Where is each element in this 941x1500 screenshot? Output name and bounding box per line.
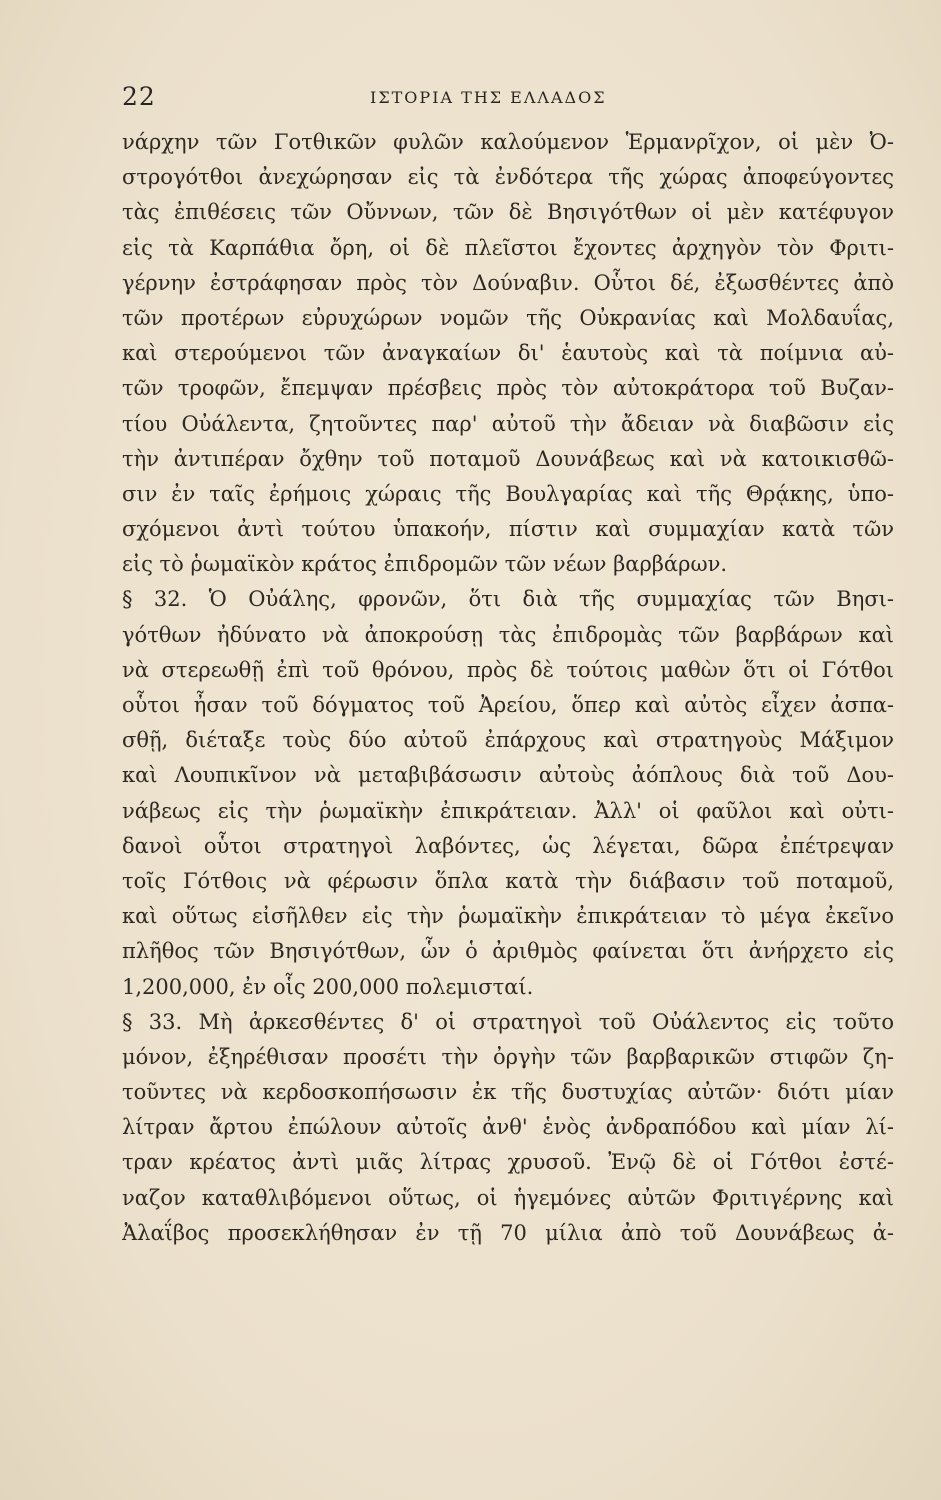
page-header (122, 82, 812, 114)
body-text (122, 125, 894, 1251)
text-line: νάβεως εἰς τὴν ῥωμαϊκὴν ἐπικράτειαν. Ἀλλ' οἱ φαῦλοι καὶ οὐτι- (122, 798, 894, 823)
text-line: νὰ στερεωθῇ ἐπὶ τοῦ θρόνου, πρὸς δὲ τούτοις μαθὼν ὅτι οἱ Γότθοι (122, 657, 894, 682)
text-line: καὶ στερούμενοι τῶν ἀναγκαίων δι' ἑαυτοὺς καὶ τὰ ποίμνια αὐ- (122, 341, 894, 366)
text-line: εἰς τὸ ῥωμαϊκὸν κράτος ἐπιδρομῶν τῶν νέων βαρβάρων. (122, 552, 728, 577)
text-line: τὰς ἐπιθέσεις τῶν Οὔννων, τῶν δὲ Βησιγότθων οἱ μὲν κατέφυγον (122, 200, 894, 225)
text-line: πλῆθος τῶν Βησιγότθων, ὧν ὁ ἀριθμὸς φαίνεται ὅτι ἀνήρχετο εἰς (122, 939, 894, 964)
text-line: τοῦντες νὰ κερδοσκοπήσωσιν ἐκ τῆς δυστυχίας αὐτῶν· διότι μίαν (122, 1080, 894, 1105)
running-title: ΙΣΤΟΡΙΑ ΤΗΣ ΕΛΛΑΔΟΣ (370, 88, 607, 107)
text-line: γέρνην ἐστράφησαν πρὸς τὸν Δούναβιν. Οὗτοι δέ, ἐξωσθέντες ἀπὸ (122, 270, 894, 295)
text-line: σθῇ, διέταξε τοὺς δύο αὐτοῦ ἐπάρχους καὶ στρατηγοὺς Μάξιμον (122, 728, 894, 753)
text-line: σχόμενοι ἀντὶ τούτου ὑπακοήν, πίστιν καὶ συμμαχίαν κατὰ τῶν (122, 517, 894, 542)
text-line: τίου Οὐάλεντα, ζητοῦντες παρ' αὐτοῦ τὴν ἄδειαν νὰ διαβῶσιν εἰς (122, 411, 894, 436)
text-line: τοῖς Γότθοις νὰ φέρωσιν ὅπλα κατὰ τὴν διάβασιν τοῦ ποταμοῦ, (122, 868, 894, 893)
text-line: καὶ οὕτως εἰσῆλθεν εἰς τὴν ῥωμαϊκὴν ἐπικράτειαν τὸ μέγα ἐκεῖνο (122, 904, 894, 929)
text-line: § 33. Μὴ ἀρκεσθέντες δ' οἱ στρατηγοὶ τοῦ Οὐάλεντος εἰς τοῦτο (122, 1009, 894, 1034)
text-line: μόνον, ἐξηρέθισαν προσέτι τὴν ὀργὴν τῶν βαρβαρικῶν στιφῶν ζη- (122, 1044, 894, 1069)
text-line: 1,200,000, ἐν οἷς 200,000 πολεμισταί. (122, 974, 534, 999)
text-line: εἰς τὰ Καρπάθια ὄρη, οἱ δὲ πλεῖστοι ἔχοντες ἀρχηγὸν τὸν Φριτι- (122, 235, 894, 260)
text-line: τῶν προτέρων εὐρυχώρων νομῶν τῆς Οὐκρανίας καὶ Μολδαυΐας, (122, 305, 894, 330)
text-line: σιν ἐν ταῖς ἐρήμοις χώραις τῆς Βουλγαρίας καὶ τῆς Θρᾴκης, ὑπο- (122, 481, 894, 506)
text-line: νάρχην τῶν Γοτθικῶν φυλῶν καλούμενον Ἑρμανρῖχον, οἱ μὲν Ὀ- (122, 130, 894, 154)
text-line: τῶν τροφῶν, ἔπεμψαν πρέσβεις πρὸς τὸν αὐτοκράτορα τοῦ Βυζαν- (122, 376, 894, 401)
text-line: τὴν ἀντιπέραν ὄχθην τοῦ ποταμοῦ Δουνάβεως καὶ νὰ κατοικισθῶ- (122, 446, 894, 471)
text-line: οὗτοι ἦσαν τοῦ δόγματος τοῦ Ἀρείου, ὅπερ καὶ αὐτὸς εἶχεν ἀσπα- (122, 693, 894, 717)
text-line: γότθων ἠδύνατο νὰ ἀποκρούσῃ τὰς ἐπιδρομὰς τῶν βαρβάρων καὶ (122, 622, 894, 647)
text-line: § 32. Ὁ Οὐάλης, φρονῶν, ὅτι διὰ τῆς συμμαχίας τῶν Βησι- (122, 587, 894, 612)
page-number: 22 (122, 82, 156, 111)
text-line: λίτραν ἄρτου ἐπώλουν αὐτοῖς ἀνθ' ἑνὸς ἀνδραπόδου καὶ μίαν λί- (122, 1115, 894, 1140)
text-line: Ἀλαΐβος προσεκλήθησαν ἐν τῇ 70 μίλια ἀπὸ τοῦ Δουνάβεως ἀ- (122, 1220, 894, 1245)
text-line: ναζον καταθλιβόμενοι οὕτως, οἱ ἡγεμόνες αὐτῶν Φριτιγέρνης καὶ (122, 1185, 894, 1210)
text-line: καὶ Λουπικῖνον νὰ μεταβιβάσωσιν αὐτοὺς ἀόπλους διὰ τοῦ Δου- (122, 763, 894, 788)
text-line: στρογότθοι ἀνεχώρησαν εἰς τὰ ἐνδότερα τῆς χώρας ἀποφεύγοντες (122, 165, 894, 190)
text-line: δανοὶ οὗτοι στρατηγοὶ λαβόντες, ὡς λέγεται, δῶρα ἐπέτρεψαν (122, 833, 894, 858)
text-line: τραν κρέατος ἀντὶ μιᾶς λίτρας χρυσοῦ. Ἐνῷ δὲ οἱ Γότθοι ἐστέ- (122, 1150, 894, 1175)
